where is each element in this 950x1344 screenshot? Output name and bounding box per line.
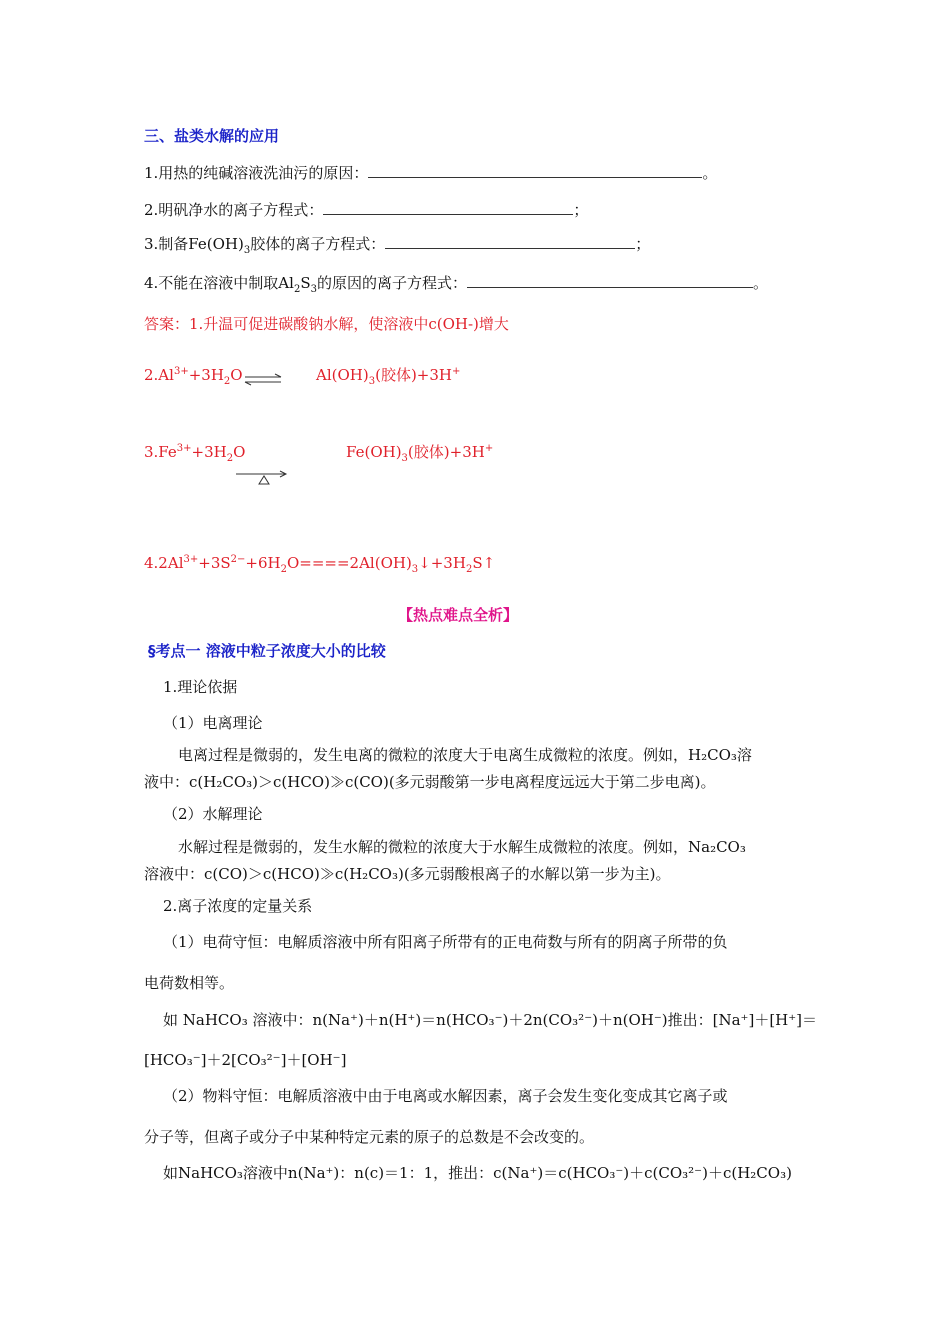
charge-conservation-line-2: 电荷数相等。 [144,974,235,992]
quantitative-heading: 2.离子浓度的定量关系 [163,897,313,915]
question-4 [144,273,768,300]
subscript: 3 [401,453,408,464]
answer-blank-1 [368,163,702,178]
charge-example-line-2: [HCO₃⁻]＋2[CO₃²⁻]＋[OH⁻] [144,1051,347,1069]
answer-4 [144,550,495,580]
subscript: 2 [223,376,231,387]
subscript: 2 [280,564,287,575]
answer-blank-4 [467,273,753,288]
material-conservation-line-1: （2）物料守恒：电解质溶液中由于电离或水解因素，离子会发生变化变成其它离子或 [163,1087,728,1105]
question-1 [144,163,717,183]
ionization-paragraph-line-1: 电离过程是微弱的，发生电离的微粒的浓度大于电离生成微粒的浓度。例如，H₂CO₃溶 [178,746,752,764]
theory-basis-heading: 1.理论依据 [163,678,238,696]
a4-text-3: +6H [245,554,281,572]
ionization-theory-heading: （1）电离理论 [163,714,263,732]
subscript: 3 [310,284,317,295]
superscript: + [452,366,461,377]
question-2-end: ； [573,201,589,219]
a2-text-2: +3H [188,366,224,384]
question-4-text-3: 的原因的离子方程式： [316,274,467,292]
question-2-text: 2.明矾净水的离子方程式： [144,201,324,219]
question-1-text: 1.用热的纯碱溶液洗油污的原因： [144,164,369,182]
hydrolysis-theory-heading: （2）水解理论 [163,805,263,823]
hydrolysis-paragraph-line-1: 水解过程是微弱的，发生水解的微粒的浓度大于水解生成微粒的浓度。例如，Na₂CO₃ [178,838,746,856]
section-title: 三、盐类水解的应用 [144,127,280,145]
material-example-line-1: 如NaHCO₃溶液中n(Na⁺)：n(c)＝1：1，推出：c(Na⁺)＝c(HCO₃⁻)＋c(CO₃²⁻)＋c(H₂CO₃) [163,1164,792,1182]
answer-1: 答案：1.升温可促进碳酸钠水解，使溶液中c(OH-)增大 [144,315,509,333]
a3-right-text-2: (胶体)+3H [407,443,485,461]
a4-text-2: +3S [198,554,231,572]
hot-topics-title: 【热点难点全析】 [398,606,519,624]
question-3-text: 3.制备Fe(OH) [144,235,244,253]
a2-text: 2.Al [144,366,174,384]
question-3-text-2: 胶体的离子方程式： [250,235,386,253]
hydrolysis-paragraph-line-2: 溶液中：c(CO)＞c(HCO)≫c(H₂CO₃)(多元弱酸根离子的水解以第一步为主)。 [144,865,671,883]
superscript: + [484,443,494,454]
a2-right-text-2: (胶体)+3H [375,366,452,384]
a3-text-2: +3H [191,443,227,461]
a4-text-5: ↓+3H [418,554,466,572]
ionization-paragraph-line-2: 液中：c(H₂CO₃)＞c(HCO)≫c(CO)(多元弱酸第一步电离程度远远大于第二步电离)。 [144,773,716,791]
a4-text-6: S↑ [472,554,496,572]
question-2 [144,200,588,220]
answer-3-left [144,439,245,469]
subscript: 2 [293,284,301,295]
equilibrium-arrow-icon [243,373,283,387]
superscript: 3+ [176,443,192,454]
heat-arrow-icon [234,468,290,486]
a4-text-4: O====2Al(OH) [286,554,412,572]
answer-blank-2 [323,200,573,215]
superscript: 3+ [173,366,189,377]
superscript: 2− [230,554,246,565]
superscript: 3+ [183,554,199,565]
a3-text-3: O [233,443,246,461]
question-1-end: 。 [702,164,718,182]
subscript: 3 [411,564,419,575]
answer-blank-3 [385,234,635,249]
a3-right-text: Fe(OH) [346,443,402,461]
subscript: 3 [243,245,251,256]
subscript: 3 [368,376,376,387]
a4-text: 4.2Al [144,554,184,572]
charge-example-line-1: 如 NaHCO₃ 溶液中：n(Na⁺)＋n(H⁺)＝n(HCO₃⁻)＋2n(CO₃²⁻)＋n(OH⁻)推出：[Na⁺]＋[H⁺]＝ [163,1011,818,1029]
subscript: 2 [465,564,473,575]
a2-right-text: Al(OH) [316,366,369,384]
a3-text: 3.Fe [144,443,177,461]
a2-text-3: O [230,366,243,384]
answer-2-left [144,362,243,392]
question-4-text-2: S [300,274,311,292]
subscript: 2 [226,453,234,464]
question-3 [144,234,650,261]
key-point-1: §考点一 溶液中粒子浓度大小的比较 [148,642,386,660]
charge-conservation-line-1: （1）电荷守恒：电解质溶液中所有阳离子所带有的正电荷数与所有的阴离子所带的负 [163,933,728,951]
answer-3-right [346,439,493,469]
question-4-text: 4.不能在溶液中制取Al [144,274,294,292]
question-3-end: ； [635,235,651,253]
answer-2-right [316,362,460,392]
material-conservation-line-2: 分子等，但离子或分子中某种特定元素的原子的总数是不会改变的。 [144,1128,595,1146]
question-4-end: 。 [753,274,769,292]
